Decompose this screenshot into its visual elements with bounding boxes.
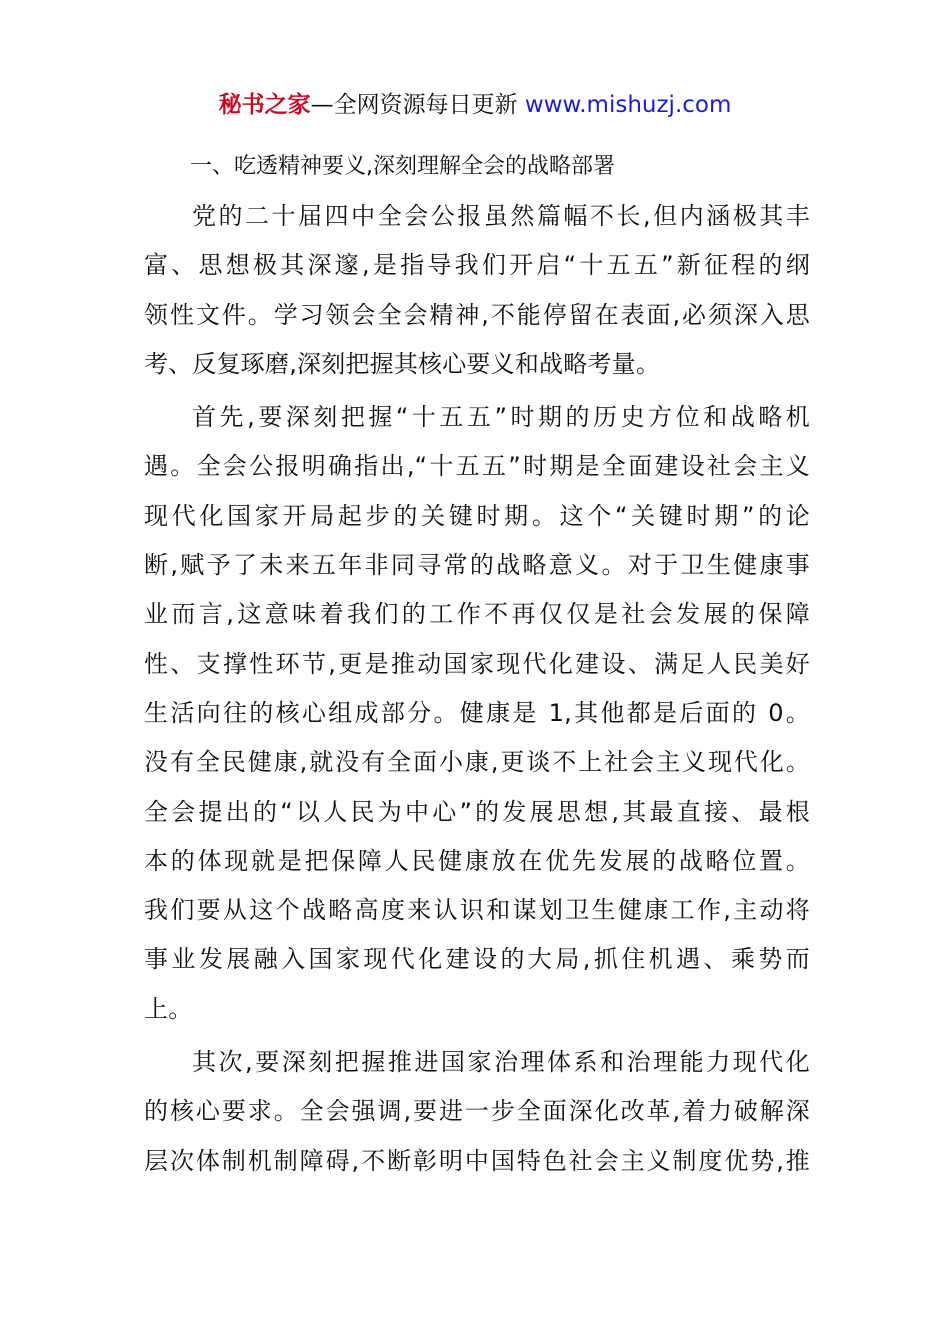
text-line: 其次,要深刻把握推进国家治理体系和治理能力现代化	[192, 1048, 810, 1077]
text-line: 遇。全会公报明确指出,“十五五”时期是全面建设社会主义	[144, 452, 810, 481]
site-url-link[interactable]: www.mishuzj.com	[524, 92, 732, 118]
text-line: 业而言,这意味着我们的工作不再仅仅是社会发展的保障	[144, 600, 810, 629]
document-body	[144, 146, 810, 1186]
text-line: 本的体现就是把保障人民健康放在优先发展的战略位置。	[144, 846, 810, 875]
text-line: 上。	[144, 994, 193, 1023]
paragraph-2	[144, 393, 810, 1034]
text-line: 考、反复琢磨,深刻把握其核心要义和战略考量。	[144, 349, 661, 378]
section-heading: 一、吃透精神要义,深刻理解全会的战略部署	[190, 154, 615, 179]
text-line: 的核心要求。全会强调,要进一步全面深化改革,着力破解深	[144, 1097, 810, 1126]
site-header	[0, 88, 950, 122]
text-line: 富、思想极其深邃,是指导我们开启“十五五”新征程的纲	[144, 251, 810, 280]
text-line: 党的二十届四中全会公报虽然篇幅不长,但内涵极其丰	[192, 202, 810, 230]
text-line: 事业发展融入国家现代化建设的大局,抓住机遇、乘势而	[144, 945, 810, 974]
text-line: 全会提出的“以人民为中心”的发展思想,其最直接、最根	[144, 797, 810, 826]
paragraph-1	[144, 192, 810, 389]
site-slogan: —全网资源每日更新	[310, 92, 518, 118]
text-line: 没有全民健康,就没有全面小康,更谈不上社会主义现代化。	[144, 748, 810, 777]
text-line: 性、支撑性环节,更是推动国家现代化建设、满足人民美好	[144, 649, 810, 678]
text-line: 断,赋予了未来五年非同寻常的战略意义。对于卫生健康事	[144, 551, 810, 580]
paragraph-3	[144, 1038, 810, 1186]
text-line: 层次体制机制障碍,不断彰明中国特色社会主义制度优势,推	[144, 1146, 810, 1175]
brand-name: 秘书之家	[218, 92, 311, 118]
text-line: 生活向往的核心组成部分。健康是 1,其他都是后面的 0。	[144, 698, 810, 727]
text-line: 领性文件。学习领会全会精神,不能停留在表面,必须深入思	[144, 300, 810, 329]
text-line: 我们要从这个战略高度来认识和谋划卫生健康工作,主动将	[144, 896, 810, 925]
text-line: 首先,要深刻把握“十五五”时期的历史方位和战略机	[192, 403, 810, 432]
text-line: 现代化国家开局起步的关键时期。这个“关键时期”的论	[144, 501, 810, 530]
